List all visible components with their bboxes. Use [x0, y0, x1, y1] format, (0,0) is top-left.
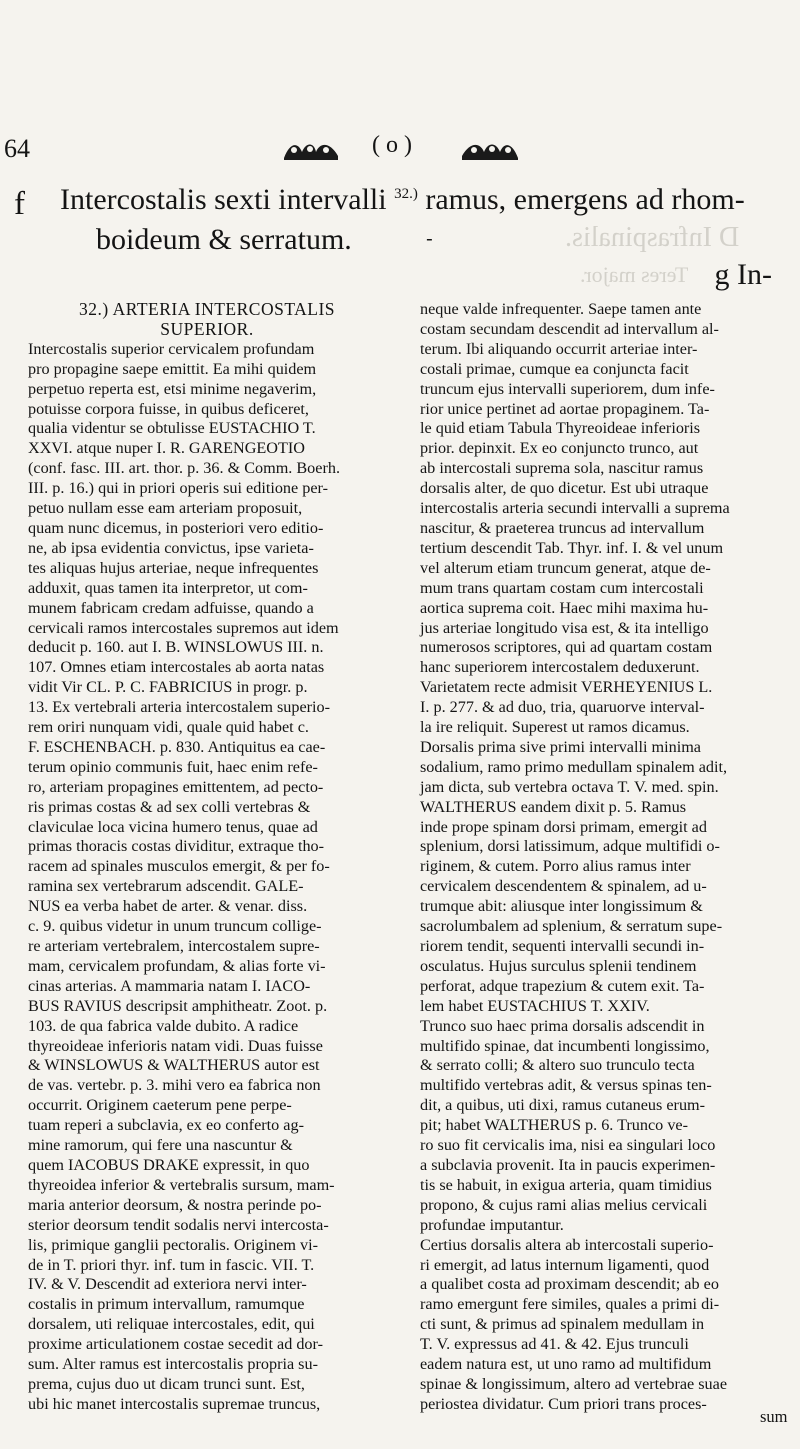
text-line: primas thoracis costas dividitur, extraque tho- [28, 837, 325, 856]
text-line: sum. Alter ramus est intercostalis propria su- [28, 1355, 318, 1374]
text-line: ro suo fit cervicalis ima, nisi ea singulari loco [420, 1136, 716, 1155]
text-line: sterior deorsum tendit sodalis nervi intercosta- [28, 1215, 329, 1234]
show-through-text: D Infraspinalis. [565, 222, 740, 253]
text-line: Certius dorsalis altera ab intercostali superio- [420, 1235, 714, 1254]
page-number: 64 [4, 134, 30, 163]
text-line: costalis in primum intervallum, ramumque [28, 1295, 305, 1314]
text-line: petuo nullam esse eam arteriam proposuit, [28, 499, 303, 518]
text-line: thyreoideae inferioris natam vidi. Duas fuisse [28, 1036, 323, 1055]
text-line: inde prope spinam dorsi primam, emergit ad [420, 817, 707, 836]
text-line: pro propagine saepe emittit. Ea mihi quidem [28, 359, 317, 378]
text-line: vidit Vir CL. P. C. FABRICIUS in progr. p. [28, 678, 308, 697]
text-line: perforat, adque trapezium & cutem exit. Ta- [420, 976, 705, 995]
text-line: ramo emergunt fere similes, quales a primi di- [420, 1295, 720, 1314]
text-line: Varietatem recte admisit VERHEYENIUS L. [420, 678, 713, 697]
section-heading: SUPERIOR. [160, 318, 254, 339]
next-entry: g In- [714, 258, 772, 291]
text-line: hanc superiorem intercostalem deduxerunt. [420, 658, 700, 677]
section-heading: 32.) ARTERIA INTERCOSTALIS [78, 299, 336, 319]
header-mark: (o) [372, 132, 418, 158]
text-line: XXVI. atque nuper I. R. GARENGEOTIO [28, 439, 305, 458]
text-line: osculatus. Hujus surculus splenii tendinem [420, 956, 697, 975]
text-line: (conf. fasc. III. art. thor. p. 36. & Comm. Boerh. [28, 459, 340, 478]
text-line: ro, arteriam propagines emittentem, ad pecto- [28, 777, 324, 796]
show-through-text: Teres major. [580, 262, 689, 287]
text-line: thyreoidea inferior & vertebralis sursum, mam- [28, 1175, 335, 1194]
text-line: la ire reliquit. Superest ut ramos dicamus. [420, 718, 690, 737]
text-line: 13. Ex vertebrali arteria intercostalem superio- [28, 698, 331, 717]
text-line: tuam reperi a subclavia, ex eo conferto ag- [28, 1116, 304, 1135]
text-line: munem fabricam credam adfuisse, quando a [28, 598, 314, 617]
text-line: ris primas costas & ad sex colli vertebras & [28, 797, 311, 816]
text-line: qualia videntur se obtulisse EUSTACHIO T. [28, 419, 316, 438]
text-line: quem IACOBUS DRAKE expressit, in quo [28, 1155, 310, 1174]
text-line: cinas arterias. A mammaria natam I. IACO- [28, 976, 311, 995]
text-line: periostea dividatur. Cum priori trans proces- [420, 1394, 707, 1413]
text-line: rior unice pertinet ad aortae propaginem. Ta- [420, 399, 710, 418]
text-line: dit, a quibus, uti dixi, ramus cutaneus erum- [420, 1096, 706, 1115]
text-line: costam secundam descendit ad intervallum al- [420, 319, 719, 338]
text-line: III. p. 16.) qui in priori operis sui editione per- [28, 479, 328, 498]
text-line: aortica suprema coit. Haec mihi maxima hu- [420, 598, 709, 617]
text-line: propono, & cujus rami alias melius cervicali [420, 1195, 708, 1214]
text-line: cti sunt, & primus ad spinalem medullam in [420, 1315, 705, 1334]
entry-letter: f [14, 186, 25, 222]
text-line: re arteriam vertebralem, intercostalem supre- [28, 937, 320, 955]
text-line: tertium descendit Tab. Thyr. inf. I. & vel unum [420, 538, 724, 557]
entry-title-continuation: boideum & serratum. [96, 223, 352, 256]
text-line: ne, ab ipsa evidentia convictus, ipse varieta- [28, 538, 314, 557]
text-line: mam, cervicalem profundam, & alias forte vi- [28, 956, 326, 975]
text-line: & WINSLOWUS & WALTHERUS autor est [28, 1056, 320, 1075]
text-line: sodalium, ramo primo medullam spinalem adit, [420, 757, 728, 776]
page-header [0, 128, 800, 168]
text-line: multifido spinae, dat incumbenti longissimo, [420, 1036, 710, 1055]
text-line: ubi hic manet intercostalis supremae truncus, [28, 1394, 321, 1413]
text-line: rem oriri nunquam vidi, quale quid habet c. [28, 718, 309, 737]
text-line: dorsalem, uti reliquae intercostales, edit, qui [28, 1315, 315, 1334]
text-line: mum trans quartam costam cum intercostali [420, 578, 704, 597]
text-line: & serrato colli; & altero suo trunculo tecta [420, 1056, 695, 1075]
text-line: prior. depinxit. Ex eo conjuncto trunco, aut [420, 439, 699, 458]
text-line: cervicalem descendentem & spinalem, ad u- [420, 877, 707, 896]
text-line: terum. Ibi aliquando occurrit arteriae inter- [420, 339, 698, 358]
text-line: sacrolumbalem ad splenium, & serratum supe- [420, 917, 723, 936]
text-line: nascitur, & praeterea truncus ad intervallum [420, 518, 705, 537]
text-line: riginem, & cutem. Porro alius ramus inter [420, 857, 691, 876]
text-line: tes aliquas hujus arteriae, neque infrequentes [28, 558, 319, 577]
text-line: splenium, dorsi latissimum, adque multifidi o- [420, 837, 720, 856]
entry-title-text: Intercostalis sexti intervalli [60, 183, 387, 216]
text-line: Intercostalis superior cervicalem profundam [28, 339, 315, 358]
text-line: terum opinio communis fuit, haec enim refe- [28, 757, 318, 776]
text-line: adduxit, quas tamen ita interpretor, ut com- [28, 578, 308, 597]
text-line: a subclavia provenit. Ita in paucis experimen- [420, 1155, 716, 1174]
text-line: claviculae loca vicina humero tenus, quae ad [28, 817, 318, 836]
text-line: cervicali ramos intercostales supremos aut idem [28, 618, 339, 637]
text-line: dorsalis alter, de quo dicetur. Est ubi utraque [420, 479, 709, 498]
text-line: truncum ejus intervalli superiorem, dum infe- [420, 379, 715, 398]
text-line: Dorsalis prima sive primi intervalli minima [420, 737, 701, 756]
text-line: T. V. expressus ad 41. & 42. Ejus trunculi [420, 1335, 689, 1354]
text-line: a qualibet costa ad proximam descendit; ab eo [420, 1275, 719, 1294]
text-line: ri emergit, ad latus internum ligamenti, quod [420, 1255, 710, 1274]
text-line: deducit p. 160. aut I. B. WINSLOWUS III. n. [28, 638, 324, 657]
text-line: perpetuo reperta est, etsi minime negaverim, [28, 379, 317, 398]
entry-reference: 32.) [394, 186, 418, 202]
text-line: neque valde infrequenter. Saepe tamen ante [420, 300, 702, 318]
entry-dash: - [426, 226, 433, 250]
text-line: profundae imputantur. [420, 1215, 564, 1234]
text-line: trumque abit: aliusque inter longissimum & [420, 897, 703, 916]
text-line: occurrit. Originem caeterum pene perpe- [28, 1096, 292, 1115]
text-line: spinae & longissimum, altero ad vertebrae suae [420, 1374, 728, 1393]
text-line: multifido vertebras adit, & versus spinas ten- [420, 1076, 712, 1095]
text-line: IV. & V. Descendit ad exteriora nervi inter- [28, 1275, 307, 1294]
text-line: riorem tendit, sequenti intervalli secundi in- [420, 937, 705, 955]
text-line: potuisse corpora fuisse, in quibus deficeret, [28, 399, 309, 418]
text-line: jus arteriae longitudo visa est, & ita intelligo [420, 618, 709, 637]
text-line: vel alterum etiam truncum generat, atque de- [420, 558, 711, 577]
text-line: maria anterior deorsum, & nostra perinde po- [28, 1195, 322, 1214]
entry-title-end: ramus, emergens ad rhom- [425, 183, 745, 216]
text-line: proxime articulationem costae secedit ad dor- [28, 1335, 323, 1354]
fleuron-ornament-icon [280, 136, 344, 164]
text-line: jam dicta, sub vertebra octava T. V. med. spin. [420, 777, 719, 796]
text-line: prema, cujus duo ut dicam trunci sunt. Est, [28, 1374, 305, 1393]
text-line: le quid etiam Tabula Thyreoideae inferioris [420, 419, 701, 438]
text-line: F. ESCHENBACH. p. 830. Antiquitus ea cae- [28, 737, 326, 756]
text-line: quam nunc dicemus, in posteriori vero editio- [28, 518, 324, 537]
text-line: NUS ea verba habet de arter. & venar. diss. [28, 897, 308, 916]
text-line: eadem natura est, ut uno ramo ad multifidum [420, 1355, 712, 1374]
text-line: 107. Omnes etiam intercostales ab aorta natas [28, 658, 325, 677]
text-line: de vas. vertebr. p. 3. mihi vero ea fabrica non [28, 1076, 321, 1095]
text-line: c. 9. quibus videtur in unum truncum collige- [28, 917, 322, 936]
text-line: racem ad spinales musculos emergit, & per fo- [28, 857, 330, 876]
text-line: intercostalis arteria secundi intervalli a suprema [420, 499, 730, 518]
text-line: costali primae, cumque ea conjuncta facit [420, 359, 689, 378]
text-line: mine ramorum, qui fere una nascuntur & [28, 1136, 293, 1155]
text-line: Trunco suo haec prima dorsalis adscendit in [420, 1016, 705, 1035]
text-line: pit; habet WALTHERUS p. 6. Trunco ve- [420, 1116, 688, 1135]
text-line: tis se habuit, in exigua arteria, quam timidius [420, 1175, 712, 1194]
text-line: I. p. 277. & ad duo, tria, quaruorve interval- [420, 698, 705, 717]
text-line: 103. de qua fabrica valde dubito. A radice [28, 1016, 299, 1035]
text-line: BUS RAVIUS descripsit amphitheatr. Zoot. p. [28, 996, 328, 1015]
fleuron-ornament-icon [458, 136, 522, 164]
text-line: WALTHERUS eandem dixit p. 5. Ramus [420, 797, 687, 816]
text-line: lis, primique ganglii pectoralis. Originem vi- [28, 1235, 318, 1254]
text-line: lem habet EUSTACHIUS T. XXIV. [420, 996, 650, 1015]
text-line: numerosos scriptores, qui ad quartam costam [420, 638, 713, 657]
text-line: de in T. priori thyr. inf. tum in fascic. VII. T. [28, 1255, 315, 1274]
right-column [420, 300, 780, 1415]
left-column [28, 300, 386, 1415]
text-line: ramina sex vertebrarum adscendit. GALE- [28, 877, 304, 896]
text-line: ab intercostali suprema sola, nascitur ramus [420, 459, 704, 478]
catchword: sum [760, 1407, 788, 1426]
entry-title [60, 183, 745, 217]
